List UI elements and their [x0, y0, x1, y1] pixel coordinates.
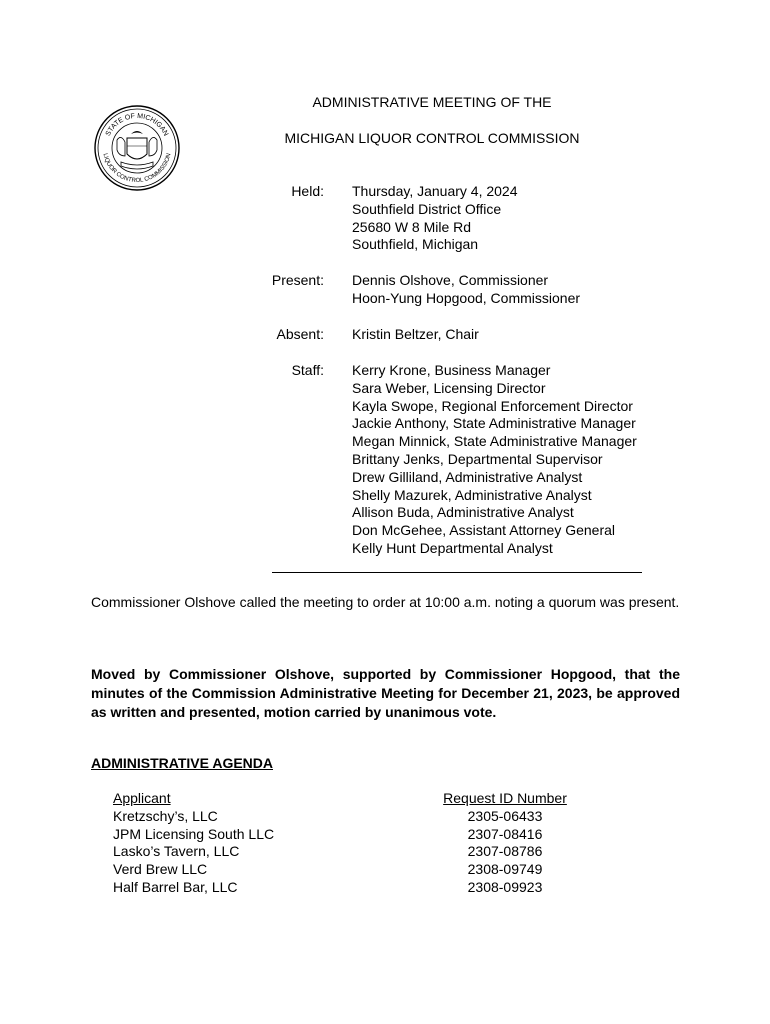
svg-text:LIQUOR CONTROL COMMISSION: [102, 153, 173, 184]
request-id-column-header: Request ID Number: [443, 790, 567, 806]
applicant-name: Lasko’s Tavern, LLC: [113, 843, 240, 860]
staff-member: Megan Minnick, State Administrative Manager: [352, 433, 637, 450]
absent-values: [352, 326, 479, 344]
applicant-column-header: Applicant: [113, 790, 171, 806]
staff-member: Kerry Krone, Business Manager: [352, 362, 551, 378]
request-id: 2305-06433: [467, 807, 543, 824]
staff-member: Shelly Mazurek, Administrative Analyst: [352, 486, 592, 503]
request-id-column: [437, 790, 573, 897]
present-member: Hoon-Yung Hopgood, Commissioner: [352, 289, 581, 306]
staff-member: Allison Buda, Administrative Analyst: [352, 504, 574, 521]
seal-bottom-text: LIQUOR CONTROL COMMISSION: [101, 152, 173, 185]
staff-label: Staff:: [291, 362, 324, 378]
held-address: 25680 W 8 Mile Rd: [352, 218, 472, 235]
applicant-name: Half Barrel Bar, LLC: [113, 878, 238, 895]
staff-member: Drew Gilliland, Administrative Analyst: [352, 468, 583, 485]
request-id: 2307-08786: [467, 843, 543, 860]
michigan-state-seal: [93, 104, 181, 192]
staff-member: Kelly Hunt Departmental Analyst: [352, 539, 553, 556]
call-to-order-paragraph: Commissioner Olshove called the meeting to order at 10:00 a.m. noting a quorum was present.: [91, 594, 680, 610]
staff-member: Brittany Jenks, Departmental Supervisor: [352, 450, 603, 467]
motion-paragraph: Moved by Commissioner Olshove, supported by Commissioner Hopgood, that the minutes of the Commission Administrative Meeting for December 21, 2023, be approved as written and presented, motion carried by unanimous vote.: [91, 666, 680, 720]
horizontal-divider: [272, 572, 642, 573]
staff-values: [352, 362, 637, 558]
held-location: Southfield District Office: [352, 200, 502, 217]
document-title-line-2: MICHIGAN LIQUOR CONTROL COMMISSION: [284, 130, 580, 146]
staff-member: Jackie Anthony, State Administrative Manager: [352, 415, 636, 432]
staff-member: Kayla Swope, Regional Enforcement Director: [352, 397, 633, 414]
held-city: Southfield, Michigan: [352, 236, 479, 253]
agenda-heading: ADMINISTRATIVE AGENDA: [91, 755, 273, 771]
present-label: Present:: [271, 272, 324, 288]
applicant-name: Kretzschy’s, LLC: [113, 807, 218, 824]
request-id: 2308-09749: [467, 861, 543, 878]
present-member: Dennis Olshove, Commissioner: [352, 272, 549, 288]
absent-member: Kristin Beltzer, Chair: [352, 326, 479, 342]
present-values: [352, 272, 580, 308]
request-id: 2308-09923: [467, 878, 543, 895]
applicant-name: JPM Licensing South LLC: [113, 825, 275, 842]
request-id: 2307-08416: [467, 825, 543, 842]
applicant-name: Verd Brew LLC: [113, 861, 208, 878]
held-label: Held:: [291, 183, 324, 199]
document-title-line-1: ADMINISTRATIVE MEETING OF THE: [312, 94, 552, 110]
applicant-column: [113, 790, 274, 897]
staff-member: Don McGehee, Assistant Attorney General: [352, 522, 616, 539]
held-values: [352, 183, 518, 254]
seal-top-text: STATE OF MICHIGAN: [104, 112, 170, 138]
absent-label: Absent:: [276, 326, 324, 342]
held-date: Thursday, January 4, 2024: [352, 183, 518, 199]
staff-member: Sara Weber, Licensing Director: [352, 379, 546, 396]
